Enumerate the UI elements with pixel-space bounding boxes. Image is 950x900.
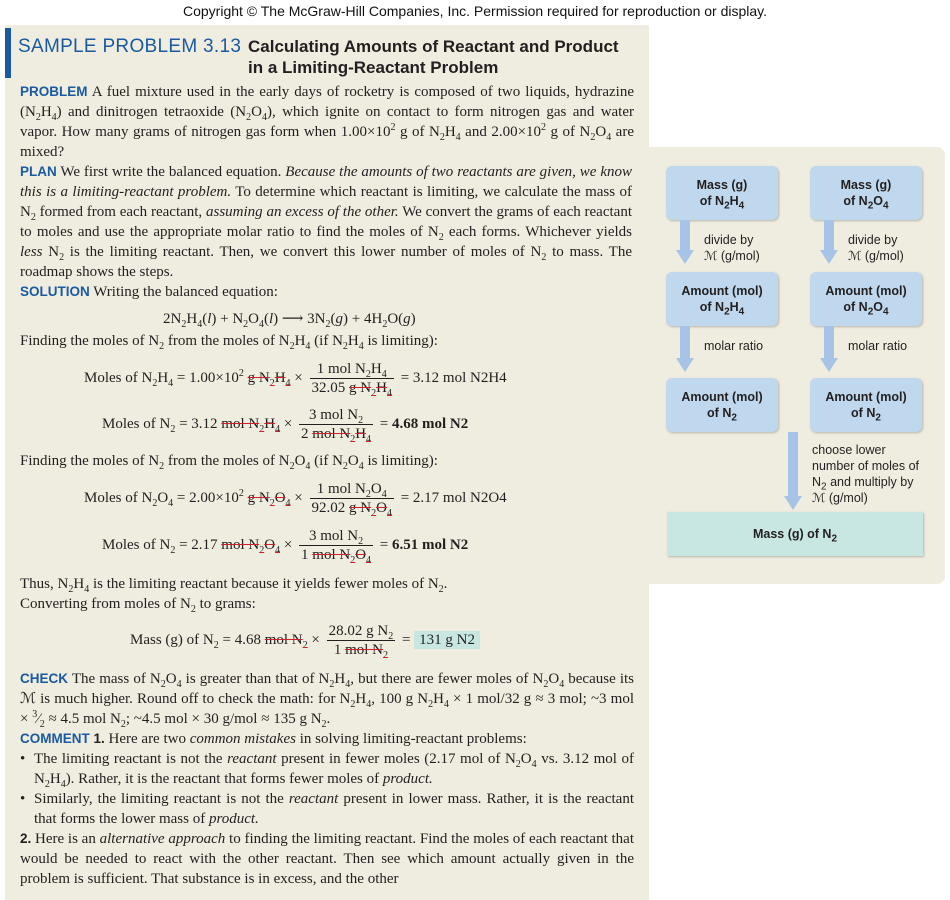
roadmap-arrow-3 [680, 326, 690, 358]
comment-label: COMMENT [20, 731, 90, 746]
conclusion-text: Thus, $N_2H_4$ is the limiting reactant because it yields fewer moles of $N_2$. Converting from moles of $N_2$ to grams: [20, 576, 448, 615]
equation-moles-n2o4: Moles of $N_2O_4 = 2.00\times 10^2$ g $N_2O_4$ × $\frac{1 mol N_2O_4}{92.02 g N_2O_4}$ = 2.17 mol N2O4 [84, 481, 507, 519]
roadmap-box-amount-n2o4: Amount (mol) of $N_2O_4$ [810, 272, 922, 326]
roadmap-arrowhead-1 [676, 250, 694, 264]
result-moles-n2h4: 3.12 mol N2H4 [412, 369, 507, 386]
roadmap-box-mass-n2o4: Mass (g) of $N_2O_4$ [810, 166, 922, 220]
comment-paragraph-2: 2. Here is an alternative approach to finding the limiting reactant. Find the moles of each reactant that would be needed to react with the other reactant. Then see which amount actually given in the problem is sufficient. That substance is in excess, and the other [20, 831, 634, 887]
comment-bullet-2: • Similarly, the limiting reactant is not the reactant present in lower mass. Rather, it is the reactant that forms the lower mass of product. [20, 789, 634, 829]
result-moles-n2o4: 2.17 mol N2O4 [412, 489, 507, 506]
solution-intro: SOLUTION Writing the balanced equation: [20, 284, 278, 300]
problem-label: PROBLEM [20, 84, 88, 99]
roadmap-arrowhead-5 [784, 496, 802, 510]
result-moles-n2-from-n2o4: 6.51 mol N2 [392, 536, 469, 553]
roadmap-arrow-5 [788, 432, 798, 496]
header-accent-bar [5, 28, 11, 78]
roadmap-arrow-4 [824, 326, 834, 358]
finding-moles-n2h4-text: Finding the moles of $N_2$ from the moles of $N_2H_4$ (if $N_2H_4$ is limiting): [20, 333, 438, 352]
problem-header [5, 28, 649, 78]
check-label: CHECK [20, 671, 69, 686]
roadmap-step-ratio-1: molar ratio [704, 339, 764, 353]
check-paragraph: CHECK The mass of $N_2O_4$ is greater than that of $N_2H_4$, but there are fewer moles of $N_2O_4$ because its ℳ is much higher. Round off to check the math: for $N_2H_4$, 100 g $N_2H_4 \times 1$ mol/32 g ≈ 3 mol; ~3 mol × $^3⁄_2 \approx 4.5$ mol $N_2$; ~4.5 mol × 30 g/mol ≈ 135 g $N_2$. [20, 671, 634, 730]
roadmap-box-final-mass: Mass (g) of $N_2$ [667, 512, 923, 556]
finding-moles-n2o4-text: Finding the moles of $N_2$ from the moles of $N_2O_4$ (if $N_2O_4$ is limiting): [20, 453, 438, 472]
roadmap-step-divide-2: divide by ℳ (g/mol) [848, 233, 904, 263]
equation-moles-n2-from-n2h4: Moles of $N_2 = 3.12$ mol $N_2H_4$ × $\frac{3 mol N_2}{2 mol N_2H_4}$ = 4.68 mol N2 [102, 407, 469, 445]
problem-text [20, 82, 634, 302]
roadmap-arrow-2 [824, 220, 834, 250]
equation-moles-n2-from-n2o4: Moles of $N_2 = 2.17$ mol $N_2O_4$ × $\frac{3 mol N_2}{1 mol N_2O_4}$ = 6.51 mol N2 [102, 528, 469, 566]
equation-mass-n2: Mass (g) of $N_2 = 4.68$ mol $N_2$ × $\frac{28.02 g N_2}{1 mol N_2}$ = 131 g N2 [130, 622, 480, 659]
roadmap-box-amount-n2-right: Amount (mol) of $N_2$ [810, 378, 922, 432]
problem-paragraph: PROBLEM A fuel mixture used in the early days of rocketry is composed of two liquids, hydrazine $(N_2H_4)$ and dinitrogen tetraoxide $(N_2O_4)$, which ignite on contact to form nitrogen gas and water vapor. How many grams of nitrogen gas form when $1.00\times 10^2$ g of $N_2H_4$ and $2.00\times 10^2$ g of $N_2O_4$ are mixed? [20, 84, 635, 160]
solution-label: SOLUTION [20, 284, 90, 299]
copyright-notice: Copyright © The McGraw-Hill Companies, Inc. Permission required for reproduction or display. [182, 3, 768, 19]
equation-moles-n2h4: Moles of $N_2H_4 = 1.00\times 10^2$ g $N_2H_4$ × $\frac{1 mol N_2H_4}{32.05 g N_2H_4}$ = 3.12 mol N2H4 [84, 361, 507, 399]
roadmap-step-ratio-2: molar ratio [848, 339, 908, 353]
comment-paragraph: COMMENT 1. Here are two common mistakes in solving limiting-reactant problems: [20, 731, 527, 747]
final-answer: 131 g N2 [414, 631, 480, 649]
plan-paragraph: PLAN We first write the balanced equation. Because the amounts of two reactants are given, we know this is a limiting-reactant problem. To determine which reactant is limiting, we calculate the mass of $N_2$ formed from each reactant, assuming an excess of the other. We convert the grams of each reactant to moles and use the appropriate molar ratio to find the moles of $N_2$ each forms. Whichever yields less $N_2$ is the limiting reactant. Then, we convert this lower number of moles of $N_2$ to mass. The roadmap shows the steps. [20, 164, 632, 280]
result-moles-n2-from-n2h4: 4.68 mol N2 [392, 415, 469, 432]
sample-problem-title: Calculating Amounts of Reactant and Product in a Limiting-Reactant Problem [248, 37, 619, 77]
roadmap-step-choose: choose lower number of moles of $N_2$ and multiply by ℳ (g/mol) [812, 443, 919, 505]
roadmap-box-amount-n2-left: Amount (mol) of $N_2$ [666, 378, 778, 432]
roadmap-box-amount-n2h4: Amount (mol) of $N_2H_4$ [666, 272, 778, 326]
sample-problem-number: SAMPLE PROBLEM 3.13 [18, 36, 242, 57]
roadmap-arrowhead-3 [676, 358, 694, 372]
roadmap-arrowhead-4 [820, 358, 838, 372]
roadmap-arrow-1 [680, 220, 690, 250]
roadmap-arrowhead-2 [820, 250, 838, 264]
roadmap-box-mass-n2h4: Mass (g) of $N_2H_4$ [666, 166, 778, 220]
check-comment-text [20, 669, 634, 889]
comment-bullet-1: • The limiting reactant is not the reactant present in fewer moles (2.17 mol of $N_2O_4$ vs. 3.12 mol of $N_2H_4$). Rather, it is the reactant that forms fewer moles of product. [20, 749, 634, 789]
balanced-equation: $2N_2H_4(l) + N_2O_4(l)$ ⟶ $3N_2(g) + 4H_2O(g)$ [163, 311, 416, 330]
roadmap-step-divide-1: divide by ℳ (g/mol) [704, 233, 760, 263]
plan-label: PLAN [20, 164, 57, 179]
